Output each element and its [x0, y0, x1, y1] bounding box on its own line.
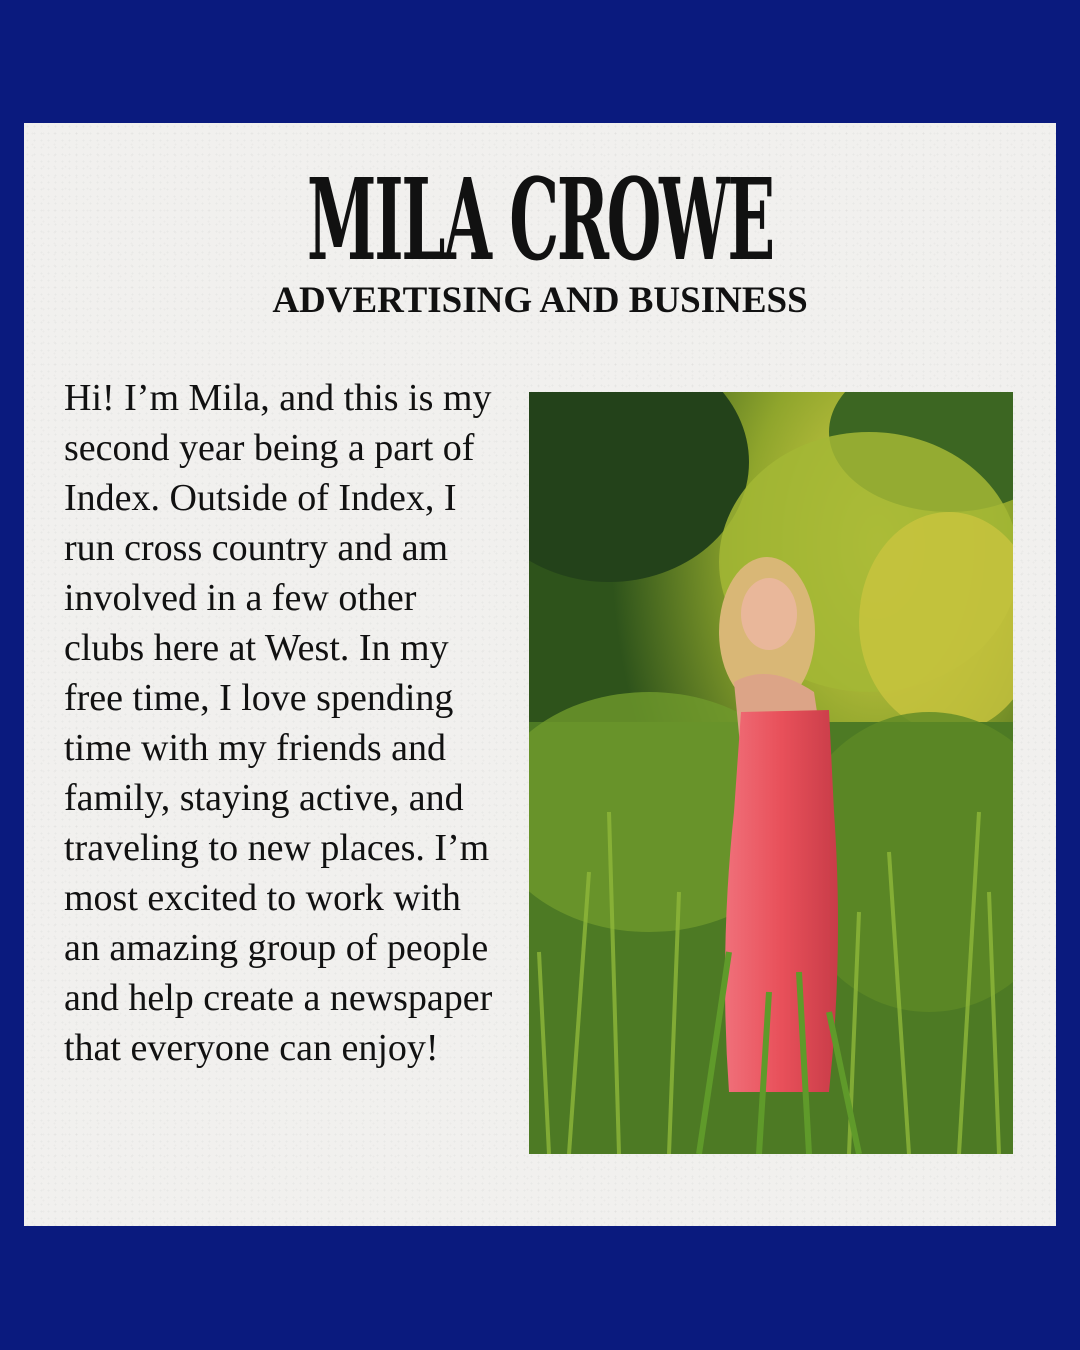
profile-role: ADVERTISING AND BUSINESS	[272, 280, 808, 321]
profile-bio: Hi! I’m Mila, and this is my second year being a part of Index. Outside of Index, I run cross country and am involved in a few other clubs here at West. In my free time, I love spending time with my friends and family, staying active, and traveling to new places. I’m most excited to work with an amazing group of people and help create a newspaper that everyone can enjoy!	[64, 377, 493, 1069]
profile-name: MILA CROWE	[307, 155, 773, 286]
portrait-photo-image	[529, 392, 1013, 1154]
profile-card	[24, 123, 1056, 1226]
portrait-photo	[529, 392, 1013, 1154]
